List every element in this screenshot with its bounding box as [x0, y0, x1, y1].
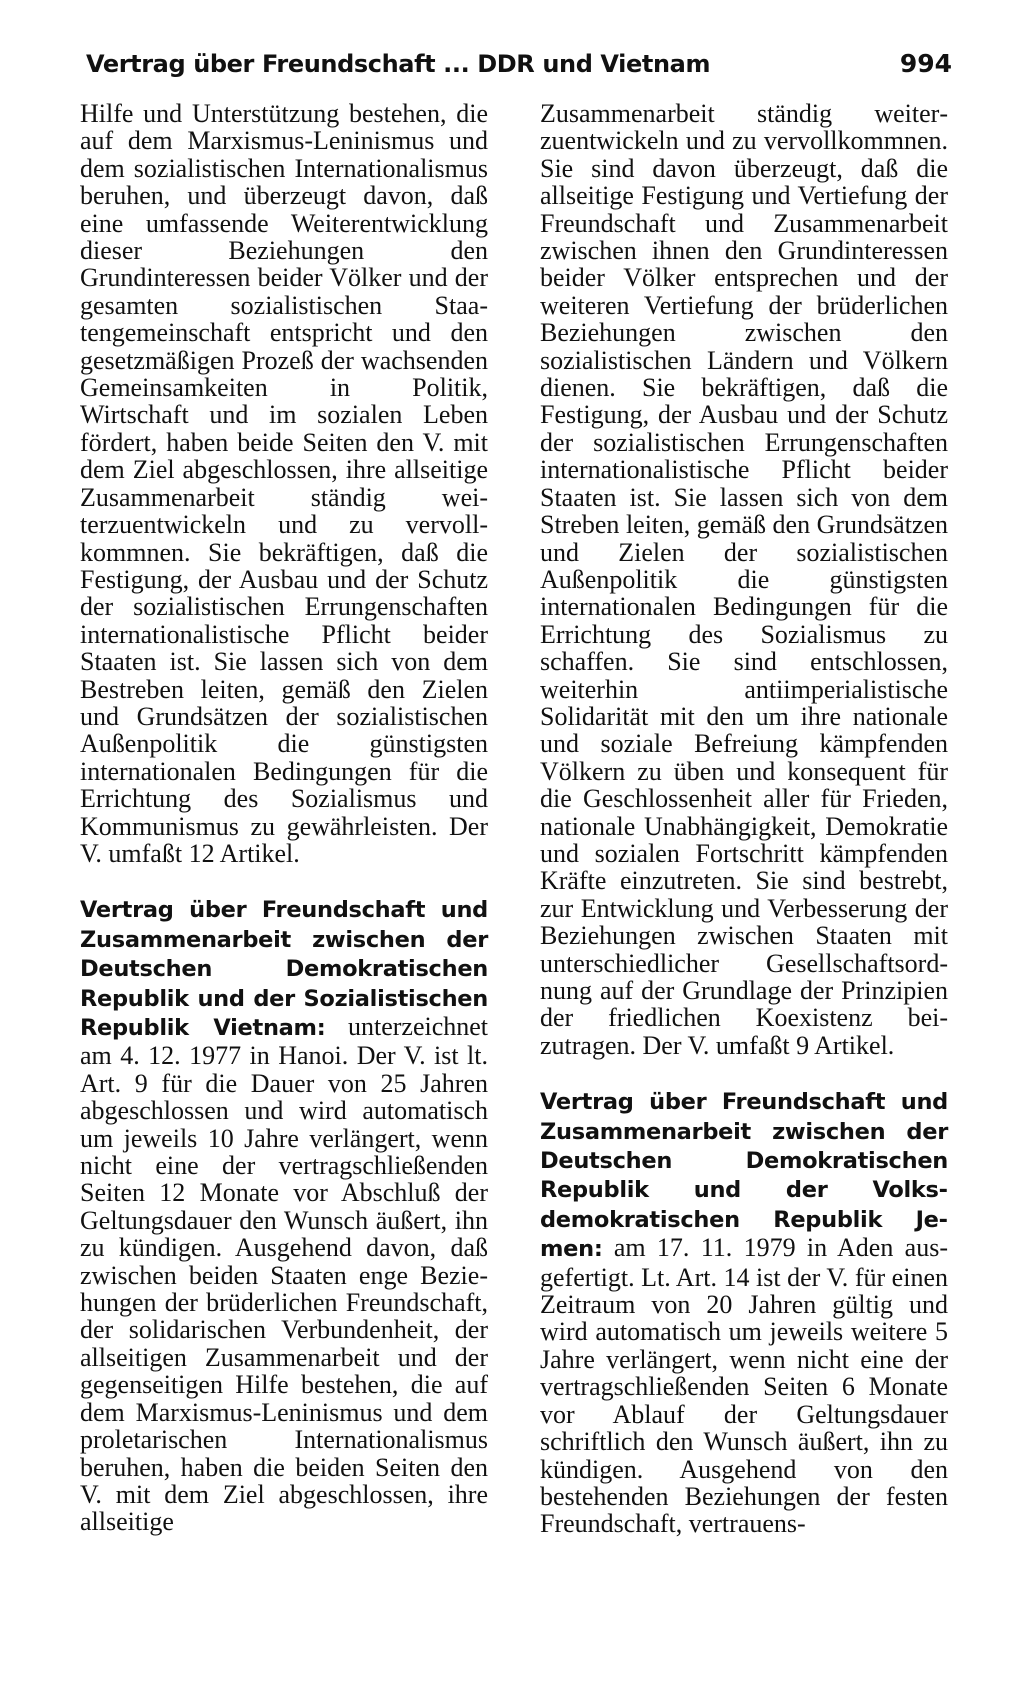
- entry-heading: Vertrag über Freundschaft und Zusammenarbeit zwischen der Deutschen Demokratischen Republik und der Sozialistischen Republik Vietnam:: [80, 897, 488, 1041]
- left-column: [80, 100, 488, 1536]
- page-number: 994: [899, 49, 952, 78]
- entry-vertrag-jemen: [540, 1087, 948, 1538]
- entry-body: unterzeichnet am 4. 12. 1977 in Hanoi. Der V. ist lt. Art. 9 für die Dauer von 25 Jahren abgeschlossen und wird automatisch um jeweils 10 Jahre verlängert, wenn nicht eine der vertragschließenden Seiten 12 Monate vor Abschluß der Geltungsdauer den Wunsch äußert, ihn zu kündigen. Ausgehend davon, daß zwischen beiden Staaten enge Beziehungen der brüderlichen Freundschaft, der solidarischen Verbundenheit, der allseitigen Zusammenarbeit und der gegenseitigen Hilfe bestehen, die auf dem Marxismus-Leninismus und dem proletarischen Internationalismus beruhen, haben die beiden Seiten den V. mit dem Ziel abgeschlossen, ihre allseitige: [80, 1012, 489, 1537]
- running-title: Vertrag über Freundschaft ... DDR und Vietnam: [86, 50, 711, 78]
- entry-body: am 17. 11. 1979 in Aden ausgefertigt. Lt. Art. 14 ist der V. für einen Zeitraum von 20 Jahren gültig und wird automatisch um jeweils weitere 5 Jahre verlängert, wenn nicht eine der vertragschließenden Seiten 6 Monate vor Ablauf der Geltungsdauer schriftlich den Wunsch äußert, ihn zu kündigen. Ausgehend von den bestehenden Beziehungen der festen Freundschaft, vertrauens-: [540, 1233, 948, 1539]
- continued-entry-text: Hilfe und Unterstützung bestehen, die auf dem Marxismus-Leninismus und dem sozialistischen Internationalismus beruhen, und überzeugt davon, daß eine umfassende Weiterentwicklung dieser Beziehungen den Grundinteressen beider Völker und der gesamten sozialistischen Staatengemeinschaft entspricht und den gesetzmäßigen Prozeß der wachsenden Gemeinsamkeiten in Politik, Wirtschaft und im sozialen Leben fördert, haben beide Seiten den V. mit dem Ziel abgeschlossen, ihre allseitige Zusammenarbeit ständig weiterzuentwickeln und zu vervollkommnen. Sie bekräftigen, daß die Festigung, der Ausbau und der Schutz der sozialistischen Errungenschaften internationalistische Pflicht beider Staaten ist. Sie lassen sich von dem Bestreben leiten, gemäß den Zielen und Grundsätzen der sozialistischen Außenpolitik die günstigsten internationalen Bedingungen für die Errichtung des Sozialismus und Kommunismus zu gewährleisten. Der V. umfaßt 12 Artikel.: [80, 99, 488, 868]
- running-header: [86, 44, 952, 84]
- entry-vertrag-vietnam: [80, 895, 488, 1535]
- right-column: [540, 100, 948, 1538]
- entry-heading: Vertrag über Freundschaft und Zusammenarbeit zwischen der Deutschen Demokratischen Republik und der Volksdemokratischen Republik Jemen:: [540, 1089, 948, 1263]
- continued-entry-text: Zusammenarbeit ständig weiterzuentwickeln und zu vervollkommnen. Sie sind davon überzeugt, daß die allseitige Festigung und Vertiefung der Freundschaft und Zusammenarbeit zwischen ihnen den Grundinteressen beider Völker entsprechen und der weiteren Vertiefung der brüderlichen Beziehungen zwischen den sozialistischen Ländern und Völkern dienen. Sie bekräftigen, daß die Festigung, der Ausbau und der Schutz der sozialistischen Errungenschaften internationalistische Pflicht beider Staaten ist. Sie lassen sich von dem Streben leiten, gemäß den Grundsätzen und Zielen der sozialistischen Außenpolitik die günstigsten internationalen Bedingungen für die Errichtung des Sozialismus zu schaffen. Sie sind entschlossen, weiterhin antiimperialistische Solidarität mit den um ihre nationale und soziale Befreiung kämpfenden Völkern zu üben und konsequent für die Geschlossenheit aller für Frieden, nationale Unabhängigkeit, Demokratie und sozialen Fortschritt kämpfenden Kräfte einzutreten. Sie sind bestrebt, zur Entwicklung und Verbesserung der Beziehungen zwischen Staaten mit unterschiedlicher Gesellschaftsordnung auf der Grundlage der Prinzipien der friedlichen Koexistenz beizutragen. Der V. umfaßt 9 Artikel.: [540, 99, 948, 1060]
